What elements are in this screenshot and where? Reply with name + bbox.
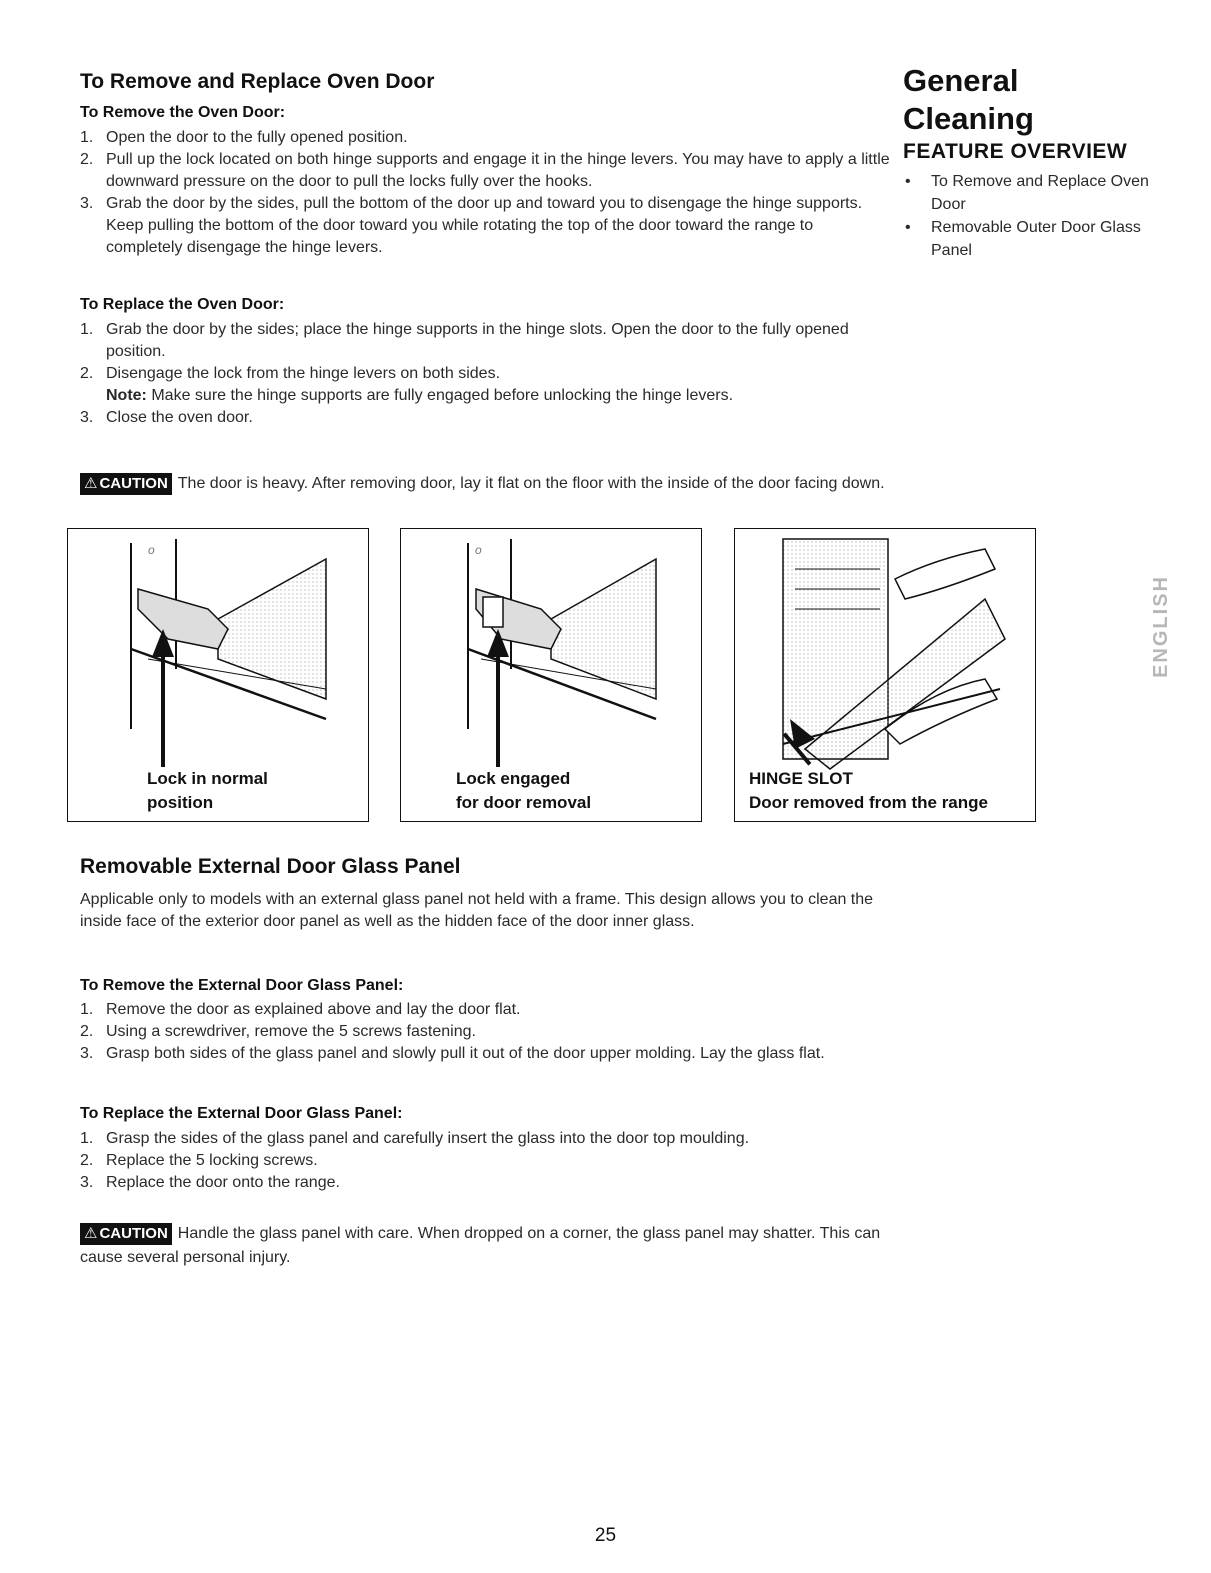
replace-door-steps xyxy=(80,319,890,429)
section-heading-glass-panel: Removable External Door Glass Panel xyxy=(80,855,461,878)
caution-door-heavy: ⚠ CAUTION The door is heavy. After removing door, lay it flat on the floor with the inside of the door facing down. xyxy=(80,472,900,496)
warning-triangle-icon: ⚠ xyxy=(84,474,98,492)
list-item: 3. Grasp both sides of the glass panel and slowly pull it out of the door upper molding. Lay the glass flat. xyxy=(80,1045,825,1062)
list-item: 1. Grab the door by the sides; place the hinge supports in the hinge slots. Open the door to the fully opened position. xyxy=(80,321,849,360)
caution-glass-panel: ⚠ CAUTION Handle the glass panel with care. When dropped on a corner, the glass panel may shatter. This can cause several personal injury. xyxy=(80,1224,881,1266)
subheading-remove-door: To Remove the Oven Door: xyxy=(80,104,286,121)
note-label: Note: xyxy=(106,387,147,404)
svg-text:o: o xyxy=(148,543,155,557)
section-heading-remove-replace-door: To Remove and Replace Oven Door xyxy=(80,70,435,93)
list-item: • Removable Outer Door Glass Panel xyxy=(903,216,1153,262)
list-item: 2. Using a screwdriver, remove the 5 screws fastening. xyxy=(80,1023,476,1040)
subheading-replace-glass: To Replace the External Door Glass Panel: xyxy=(80,1105,403,1122)
list-item: 2. Replace the 5 locking screws. xyxy=(80,1152,318,1169)
list-item: • To Remove and Replace Oven Door xyxy=(903,170,1153,216)
replace-glass-steps xyxy=(80,1128,890,1194)
remove-glass-steps xyxy=(80,999,890,1065)
figure-caption: HINGE SLOT Door removed from the range xyxy=(749,769,988,812)
figure-lock-normal xyxy=(67,528,369,822)
list-item: 3. Replace the door onto the range. xyxy=(80,1174,340,1191)
subheading-remove-glass: To Remove the External Door Glass Panel: xyxy=(80,977,404,994)
language-side-tab: ENGLISH xyxy=(1150,575,1172,678)
list-item: 2. Pull up the lock located on both hinge supports and engage it in the hinge levers. You may have to apply a little downward pressure on the door to pull the locks fully over the hooks. xyxy=(80,151,890,190)
figure-door-removed xyxy=(734,528,1036,822)
remove-door-steps xyxy=(80,127,890,259)
figure-lock-engaged xyxy=(400,528,702,822)
svg-text:o: o xyxy=(475,543,482,557)
list-item: 2. Disengage the lock from the hinge levers on both sides. Note: Make sure the hinge supports are fully engaged before unlocking the hinge levers. xyxy=(80,365,734,404)
page-number: 25 xyxy=(594,1525,617,1546)
feature-overview-list xyxy=(903,170,1153,262)
page-title: General Cleaning xyxy=(903,63,1034,136)
figure-caption: Lock in normal position xyxy=(147,769,268,812)
list-item: 1. Open the door to the fully opened position. xyxy=(80,129,408,146)
list-item: 1. Grasp the sides of the glass panel and carefully insert the glass into the door top moulding. xyxy=(80,1130,750,1147)
note-text: Make sure the hinge supports are fully engaged before unlocking the hinge levers. xyxy=(151,387,734,404)
list-item: 1. Remove the door as explained above and lay the door flat. xyxy=(80,1001,521,1018)
list-item: 3. Grab the door by the sides, pull the bottom of the door up and toward you to disengage the hinge supports. Keep pulling the bottom of the door toward you while rotating the top of the door toward the range to completely disengage the hinge levers. xyxy=(80,195,863,256)
subheading-replace-door: To Replace the Oven Door: xyxy=(80,296,285,313)
caution-badge: ⚠ CAUTION xyxy=(80,1223,172,1245)
caution-badge: ⚠ CAUTION xyxy=(80,473,172,495)
glass-panel-intro: Applicable only to models with an external glass panel not held with a frame. This design allows you to clean the inside face of the exterior door panel as well as the hidden face of the door inner glass. xyxy=(80,891,874,930)
list-item: 3. Close the oven door. xyxy=(80,409,253,426)
feature-overview-title: FEATURE OVERVIEW xyxy=(903,140,1128,163)
warning-triangle-icon: ⚠ xyxy=(84,1224,98,1242)
figure-caption: Lock engaged for door removal xyxy=(456,769,592,812)
